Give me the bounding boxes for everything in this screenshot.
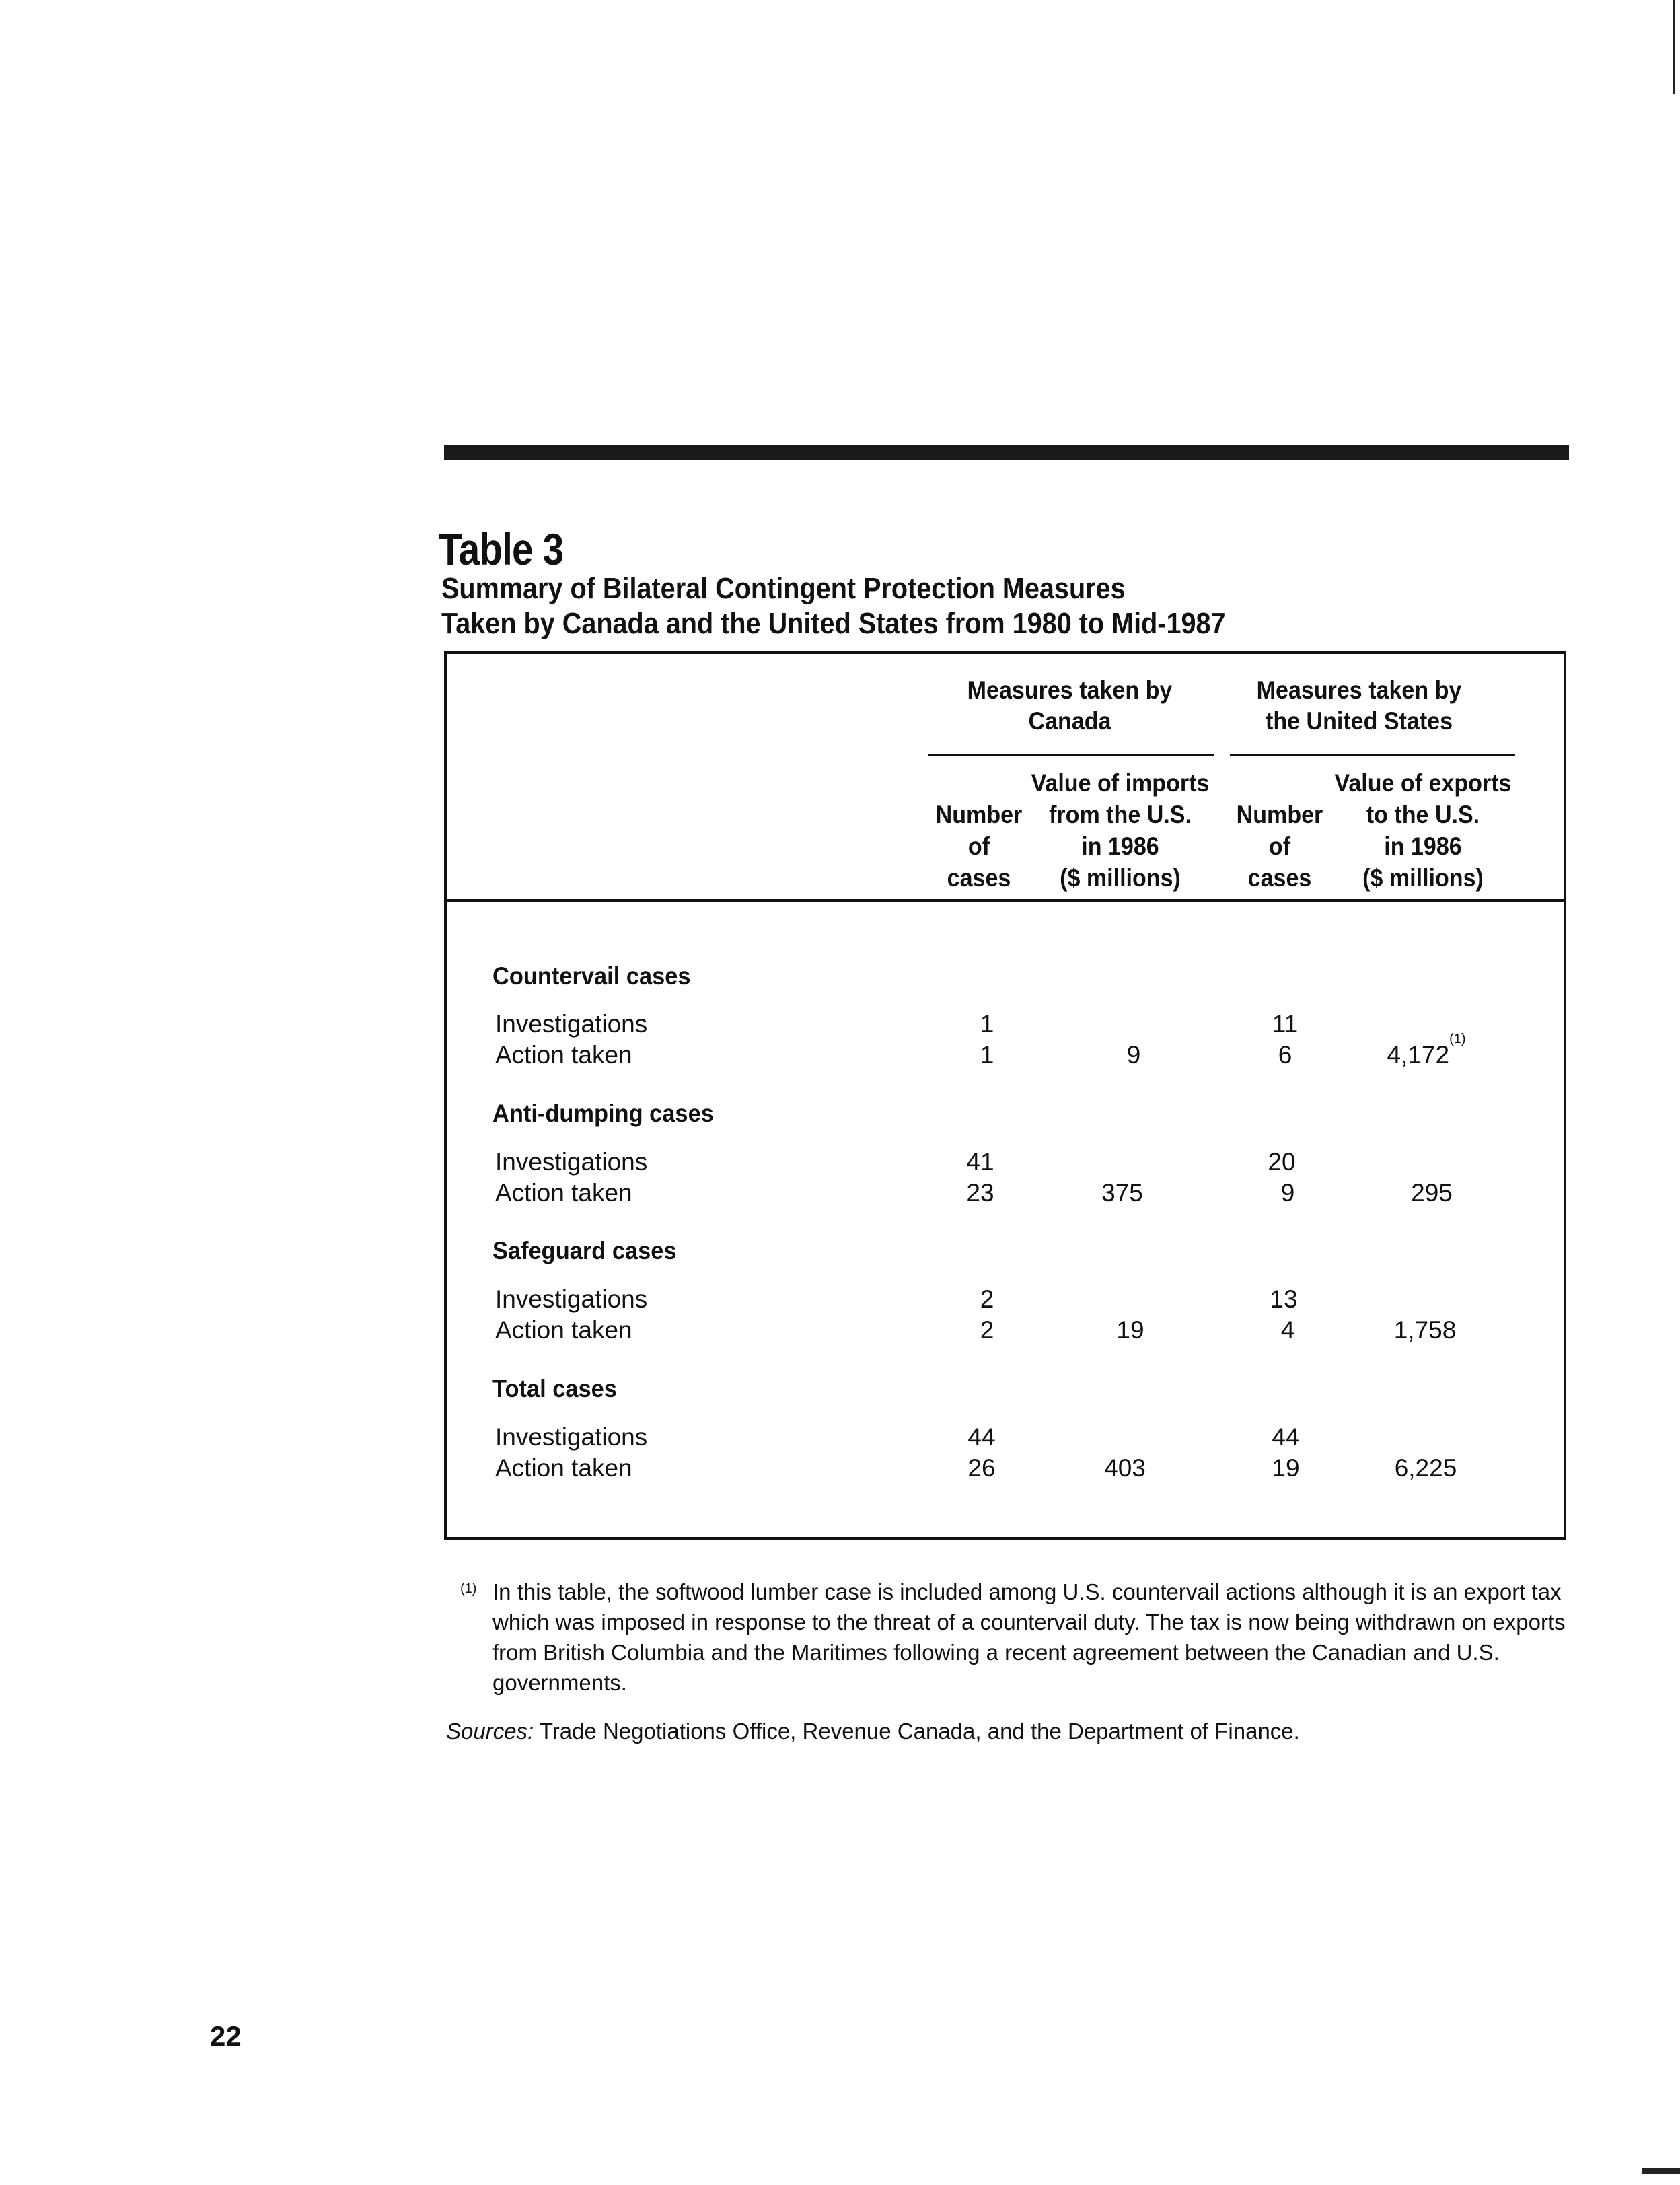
table-title-line2: Taken by Canada and the United States from 1980 to Mid-1987 [441, 607, 1226, 640]
section-title: Total cases [492, 1375, 617, 1402]
scan-corner-mark [1642, 2168, 1680, 2174]
top-rule [444, 445, 1569, 460]
colhead-line: Value of imports [1031, 769, 1210, 797]
cell-canada-number: 23 [966, 1179, 994, 1207]
cell-canada-number: 1 [980, 1010, 994, 1038]
group-rule-us [1230, 754, 1515, 756]
group-header-canada-line1: Measures taken by [967, 676, 1173, 704]
cell-us-value: 1,758 [1393, 1316, 1457, 1344]
cell-canada-number: 26 [967, 1454, 996, 1482]
table-title-line1: Summary of Bilateral Contingent Protection Measures [441, 572, 1126, 605]
colhead-line: cases [947, 864, 1011, 892]
sources-line [446, 1719, 1300, 1744]
group-header-us [1235, 675, 1483, 737]
colhead-line: Number [1236, 801, 1323, 828]
page-number: 22 [210, 2020, 242, 2052]
row-label: Action taken [495, 1179, 632, 1207]
cell-us-number: 4 [1280, 1316, 1295, 1344]
sources-label: Sources: [446, 1719, 534, 1744]
header-rule [447, 899, 1564, 902]
cell-canada-number: 41 [966, 1148, 994, 1176]
cell-us-number: 11 [1272, 1010, 1299, 1038]
row-label: Action taken [495, 1454, 632, 1482]
cell-us-number: 19 [1272, 1454, 1300, 1482]
row-label: Action taken [495, 1041, 632, 1069]
cell-canada-value: 375 [1101, 1179, 1143, 1207]
colhead-line: ($ millions) [1362, 864, 1484, 892]
sources-text: Trade Negotiations Office, Revenue Canada, and the Department of Finance. [539, 1719, 1300, 1744]
cell-canada-value: 9 [1126, 1041, 1141, 1069]
colhead-line: Number [935, 801, 1023, 828]
cell-us-number: 20 [1268, 1148, 1296, 1176]
cell-us-number: 6 [1278, 1041, 1292, 1069]
row-label: Investigations [495, 1010, 648, 1038]
cell-us-number: 13 [1270, 1285, 1298, 1313]
colhead-line: in 1986 [1081, 832, 1159, 860]
colhead-us-value [1327, 767, 1519, 894]
cell-us-value-text: 4,172 [1387, 1041, 1450, 1069]
cell-us-value: 6,225 [1394, 1454, 1457, 1482]
scan-edge-line [1673, 0, 1675, 94]
row-label: Investigations [495, 1148, 648, 1176]
colhead-line: to the U.S. [1366, 801, 1480, 828]
colhead-line: of [967, 832, 990, 860]
colhead-line: Value of exports [1334, 769, 1512, 797]
colhead-line: from the U.S. [1049, 801, 1192, 828]
cell-us-number: 44 [1272, 1423, 1300, 1451]
footnote-ref: (1) [1449, 1032, 1466, 1046]
group-header-us-line2: the United States [1265, 707, 1453, 735]
table-label: Table 3 [439, 524, 564, 574]
colhead-canada-value [1024, 767, 1216, 894]
section-title: Safeguard cases [492, 1237, 677, 1264]
colhead-line: ($ millions) [1060, 864, 1181, 892]
cell-us-value [1339, 1032, 1514, 1069]
row-label: Action taken [495, 1316, 632, 1344]
footnote-marker: (1) [460, 1581, 477, 1596]
section-title: Countervail cases [492, 962, 691, 990]
colhead-line: of [1268, 832, 1291, 860]
cell-canada-value: 403 [1104, 1454, 1146, 1482]
cell-us-number: 9 [1280, 1179, 1295, 1207]
colhead-us-number [1230, 799, 1329, 894]
group-header-canada-line2: Canada [1028, 707, 1111, 735]
footnote-text: In this table, the softwood lumber case is included among U.S. countervail actions although it is an export tax which was imposed in response to the threat of a countervail duty. The tax is now being withdrawn on exports from British Columbia and the Maritimes following a recent agreement between the Canadian and U.S. governments. [492, 1579, 1566, 1695]
group-rule-canada [928, 754, 1214, 756]
cell-canada-value: 19 [1116, 1316, 1144, 1344]
section-title: Anti-dumping cases [492, 1100, 714, 1127]
row-label: Investigations [495, 1285, 648, 1313]
cell-canada-number: 2 [980, 1285, 994, 1313]
colhead-line: cases [1247, 864, 1312, 892]
group-header-us-line1: Measures taken by [1256, 676, 1462, 704]
cell-us-value: 295 [1411, 1179, 1453, 1207]
cell-canada-number: 1 [980, 1041, 994, 1069]
group-header-canada [940, 675, 1200, 737]
cell-canada-number: 2 [980, 1316, 994, 1344]
colhead-canada-number [929, 799, 1028, 894]
row-label: Investigations [495, 1423, 648, 1451]
cell-canada-number: 44 [967, 1423, 996, 1451]
colhead-line: in 1986 [1384, 832, 1462, 860]
